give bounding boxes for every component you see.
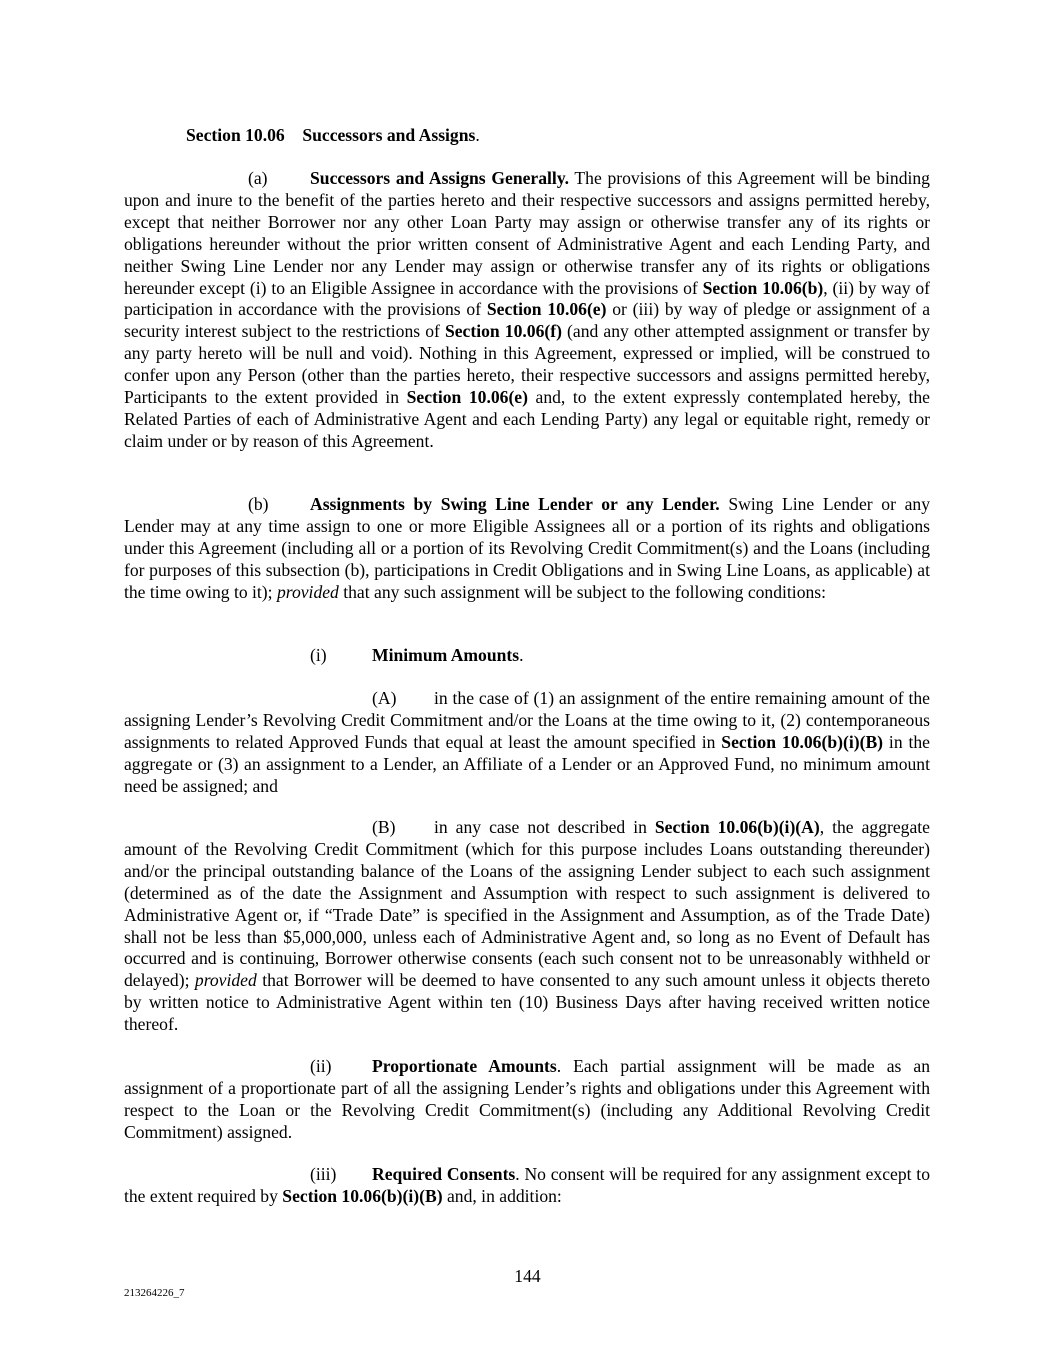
paragraph-B-label: (B) xyxy=(372,817,396,837)
paragraph-A: (A) in the case of (1) an assignment of the entire remaining amount of the assigning Lender’s Revolving Credit Commitment and/or the Loans at the time owing to it, (2) contemporaneous assignments to related Approved Funds that equal at least the amount specified in Section 10.06(b)(i)(B) in the aggregate or (3) an assignment to a Lender, an Affiliate of a Lender or an Approved Fund, no minimum amount need be assigned; and xyxy=(124,688,930,796)
section-title: Successors and Assigns xyxy=(302,125,476,145)
paragraph-i: (i) Minimum Amounts. xyxy=(310,645,524,665)
paragraph-ii: (ii) Proportionate Amounts. Each partial assignment will be made as an assignment of a proportionate part of all the assigning Lender’s rights and obligations under this Agreement with respect to the Loan or the Revolving Credit Commitment(s) (including any Additional Revolving Credit Commitment) assigned. xyxy=(124,1056,930,1142)
section-reference: Section 10.06(b) xyxy=(702,277,824,298)
paragraph-i-heading: Minimum Amounts xyxy=(372,645,520,665)
section-heading: Section 10.06 Successors and Assigns. xyxy=(186,125,480,145)
provided-italic: provided xyxy=(194,970,257,991)
paragraph-ii-label: (ii) xyxy=(310,1056,332,1076)
paragraph-a-label: (a) xyxy=(248,168,268,188)
paragraph-i-label: (i) xyxy=(310,645,327,665)
paragraph-a-heading: Successors and Assigns Generally. xyxy=(310,168,570,188)
section-reference: Section 10.06(e) xyxy=(406,387,528,408)
paragraph-iii: (iii) Required Consents. No consent will be required for any assignment except to the extent required by Section 10.06(b)(i)(B) and, in addition: xyxy=(124,1164,930,1206)
document-id: 213264226_7 xyxy=(124,1287,185,1299)
section-reference: Section 10.06(f) xyxy=(444,321,562,342)
paragraph-iii-label: (iii) xyxy=(310,1164,337,1184)
page-number: 144 xyxy=(514,1266,541,1286)
section-reference: Section 10.06(b)(i)(A) xyxy=(654,817,820,837)
paragraph-b-label: (b) xyxy=(248,494,269,514)
paragraph-b: (b) Assignments by Swing Line Lender or any Lender. Swing Line Lender or any Lender may at any time assign to one or more Eligible Assignees all or a portion of its rights and obligations under this Agreement (including all or a portion of its Revolving Credit Commitment(s) and the Loans (including for purposes of this subsection (b), participations in Credit Obligations and in Swing Line Loans, as applicable) at the time owing to it); provided that any such assignment will be subject to the following conditions: xyxy=(124,494,930,602)
section-number: Section 10.06 xyxy=(186,125,285,145)
paragraph-B: (B) in any case not described in Section 10.06(b)(i)(A), the aggregate amount of the Revolving Credit Commitment (which for this purpose includes Loans outstanding thereunder) and/or the principal outstanding balance of the Loans of the assigning Lender subject to each such assignment (determined as of the date the Assignment and Assumption with respect to such assignment is delivered to Administrative Agent or, if “Trade Date” is specified in the Assignment and Assumption, as of the Trade Date) shall not be less than $5,000,000, unless each of Administrative Agent and, so long as no Event of Default has occurred and is continuing, Borrower otherwise consents (each such consent not to be unreasonably withheld or delayed); provided that Borrower will be deemed to have consented to any such amount unless it objects thereto by written notice to Administrative Agent within ten (10) Business Days after having received written notice thereof. xyxy=(124,817,930,1035)
paragraph-iii-heading: Required Consents xyxy=(372,1164,516,1184)
section-reference: Section 10.06(b)(i)(B) xyxy=(721,731,884,752)
provided-italic: provided xyxy=(276,581,339,602)
paragraph-A-label: (A) xyxy=(372,688,397,708)
section-reference: Section 10.06(e) xyxy=(486,299,607,320)
paragraph-a: (a) Successors and Assigns Generally. The provisions of this Agreement will be binding upon and inure to the benefit of the parties hereto and their respective successors and assigns permitted hereby, except that neither Borrower nor any other Loan Party may assign or otherwise transfer any of its rights or obligations hereunder without the prior written consent of Administrative Agent and each Lending Party, and neither Swing Line Lender nor any Lender may assign or otherwise transfer any of its rights or obligations hereunder except (i) to an Eligible Assignee in accordance with the provisions of Section 10.06(b), (ii) by way of participation in accordance with the provisions of Section 10.06(e) or (iii) by way of pledge or assignment of a security interest subject to the restrictions of Section 10.06(f) (and any other attempted assignment or transfer by any party hereto will be null and void). Nothing in this Agreement, expressed or implied, will be construed to confer upon any Person (other than the parties hereto, their respective successors and assigns permitted hereby, Participants to the extent provided in Section 10.06(e) and, to the extent expressly contemplated hereby, the Related Parties of each of Administrative Agent and each Lending Party) any legal or equitable right, remedy or claim under or by reason of this Agreement. xyxy=(124,168,931,451)
paragraph-b-heading: Assignments by Swing Line Lender or any Lender. xyxy=(310,494,720,514)
paragraph-ii-heading: Proportionate Amounts xyxy=(372,1056,557,1076)
section-reference: Section 10.06(b)(i)(B) xyxy=(282,1185,443,1206)
